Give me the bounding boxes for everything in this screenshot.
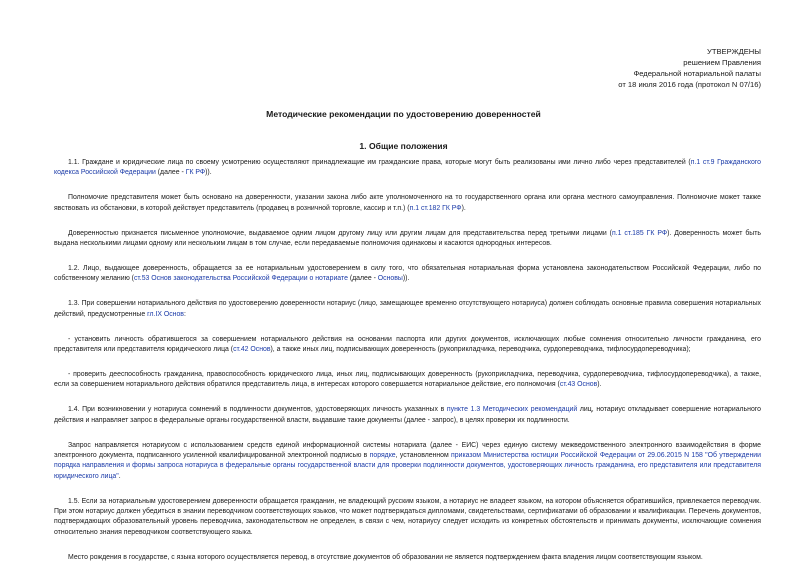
paragraph-text: )). <box>205 169 212 177</box>
paragraph-birthplace <box>54 553 761 563</box>
law-reference-link[interactable]: порядке <box>369 451 396 459</box>
paragraph-text: (далее - <box>155 169 186 177</box>
paragraph-text: . <box>118 472 121 480</box>
paragraph-text: 1.3. При совершении нотариального действия по удостоверению доверенности нотариус (лицо, замещающее временно отсутствующего нотариуса) должен соблюдать основные правила совершения нотариальных действий, предусмотренные <box>54 300 761 318</box>
paragraph-authority-basis <box>54 193 761 214</box>
paragraph-text: Место рождения в государстве, с языка которого осуществляется перевод, в отсутствие документов об образовании не является подтверждением факта владения лицом соответствующим языком. <box>68 553 703 561</box>
paragraph-text: 1.1. Граждане и юридические лица по своему усмотрению осуществляют принадлежащие им гражданские права, которые могут быть реализованы ими лично либо через представителей ( <box>68 159 691 166</box>
paragraph-text: ). <box>597 381 602 389</box>
paragraph-request <box>54 441 761 483</box>
paragraph-text: Полномочие представителя может быть основано на доверенности, указании закона либо акте уполномоченного на то государственного органа или органа местного самоуправления. Полномочие может также явствовать из обстановки, в которой действует представитель (продавец в розничной торговле, кассир и т.п.) ( <box>54 194 761 212</box>
paragraph-text: , установленном <box>395 451 452 459</box>
paragraph-1-1 <box>54 158 761 179</box>
paragraph-text: - установить личность обратившегося за совершением нотариального действия на основании паспорта или других документов, исключающих любые сомнения относительно личности гражданина, его представителя или представителя юридического лица ( <box>54 335 761 353</box>
paragraph-1-4 <box>54 405 761 426</box>
law-reference-link[interactable]: приказом Министерства юстиции Российской Федерации от 29.06.2015 N 158 "Об утверждении порядка направления и формы запроса нотариуса в федеральные органы государственной власти для проверки подлинности документов, удостоверяющих личность гражданина, его представителя или представителя юридического лица" <box>54 451 762 480</box>
section-title: 1. Общие положения <box>359 141 448 151</box>
paragraph-text: ), а также иных лиц, подписывающих доверенность (рукоприкладчика, переводчика, сурдопереводчика, тифлосурдопереводчика); <box>270 345 691 353</box>
list-item-capacity <box>54 370 761 391</box>
paragraph-text: Доверенностью признается письменное уполномочие, выдаваемое одним лицом другому лицу или другим лицам для представительства перед третьими лицами ( <box>68 229 612 237</box>
law-reference-link[interactable]: ст.43 Основ <box>559 381 598 389</box>
internal-reference-link[interactable]: пункте 1.3 Методических рекомендаций <box>446 406 578 414</box>
law-reference-link[interactable]: п.1 ст.185 ГК РФ <box>611 229 668 237</box>
document-title: Методические рекомендации по удостоверению доверенностей <box>266 109 541 119</box>
paragraph-1-3 <box>54 299 761 320</box>
paragraph-power-of-attorney-definition <box>54 229 761 250</box>
paragraph-text: лиц, нотариус откладывает совершение нотариального действия и направляет запрос в федеральные органы государственной власти, выдавшие такие документы (далее - запрос), в целях проверки их подлинности. <box>54 406 761 424</box>
law-reference-link[interactable]: п.1 ст.9 Гражданского кодекса Российской Федерации <box>54 159 761 177</box>
paragraph-1-5 <box>54 497 761 539</box>
paragraph-text: 1.2. Лицо, выдающее доверенность, обращается за ее нотариальным удостоверением в силу того, что обязательная нотариальная форма установлена законодательством Российской Федерации, либо по собственному желанию ( <box>54 264 761 283</box>
law-reference-link[interactable]: ГК РФ <box>185 169 206 177</box>
approval-line: УТВЕРЖДЕНЫ <box>707 47 761 56</box>
law-reference-link[interactable]: гл.IX Основ <box>147 310 184 318</box>
approval-line: от 18 июля 2016 года (протокол N 07/16) <box>618 80 761 89</box>
paragraph-text: 1.4. При возникновении у нотариуса сомнений в подлинности документов, удостоверяющих личность указанных в <box>68 406 447 414</box>
paragraph-text: ). Доверенность может быть выдана несколькими лицами одному или нескольким лицам в том случае, если передаваемые полномочия одинаковы и касаются однородных интересов. <box>54 229 761 248</box>
approval-line: решением Правления <box>683 58 761 67</box>
list-item-identity <box>54 335 761 356</box>
paragraph-1-2 <box>54 264 761 285</box>
law-reference-link[interactable]: п.1 ст.182 ГК РФ <box>409 204 462 212</box>
law-reference-link[interactable]: ст.42 Основ <box>233 345 271 353</box>
paragraph-text: ). <box>461 204 466 212</box>
paragraph-text: )). <box>402 275 410 283</box>
paragraph-text: : <box>183 310 186 318</box>
approval-line: Федеральной нотариальной палаты <box>633 69 761 78</box>
paragraph-text: - проверить дееспособность гражданина, правоспособность юридического лица, иных лиц, подписывающих доверенность (рукоприкладчика, переводчика, сурдопереводчика, тифлосурдопереводчика), а также, если за совершением нотариального действия обратился представитель лица, в интересах которого совершается нотариальное действие, его полномочия ( <box>54 370 761 389</box>
document-body <box>54 158 761 578</box>
paragraph-text: 1.5. Если за нотариальным удостоверением доверенности обращается гражданин, не владеющий русским языком, а нотариус не владеет языком, на котором объясняется обратившийся, привлекается переводчик. При этом нотариус должен убедиться в знании переводчиком соответствующих языков, что может подтверждаться дипломами, свидетельствами, сертификатами об образовании и квалификации. Перечень документов, подтверждающих образовательный уровень переводчика, законодательством не определен, в связи с чем, нотариусу следует исходить из конкретных обстоятельств и принимать документы, исключающие сомнения относительно знания переводчиком соответствующего языка. <box>54 497 761 536</box>
paragraph-text: (далее - <box>347 275 378 283</box>
law-reference-link[interactable]: ст.53 Основ законодательства Российской Федерации о нотариате <box>133 275 348 283</box>
paragraph-text: Запрос направляется нотариусом с использованием средств единой информационной системы нотариата (далее - ЕИС) через единую систему межведомственного электронного взаимодействия в форме электронного документа, подписанного усиленной квалифицированной электронной подписью в <box>54 441 761 459</box>
law-reference-link[interactable]: Основы <box>377 275 403 283</box>
approval-block <box>618 46 761 90</box>
